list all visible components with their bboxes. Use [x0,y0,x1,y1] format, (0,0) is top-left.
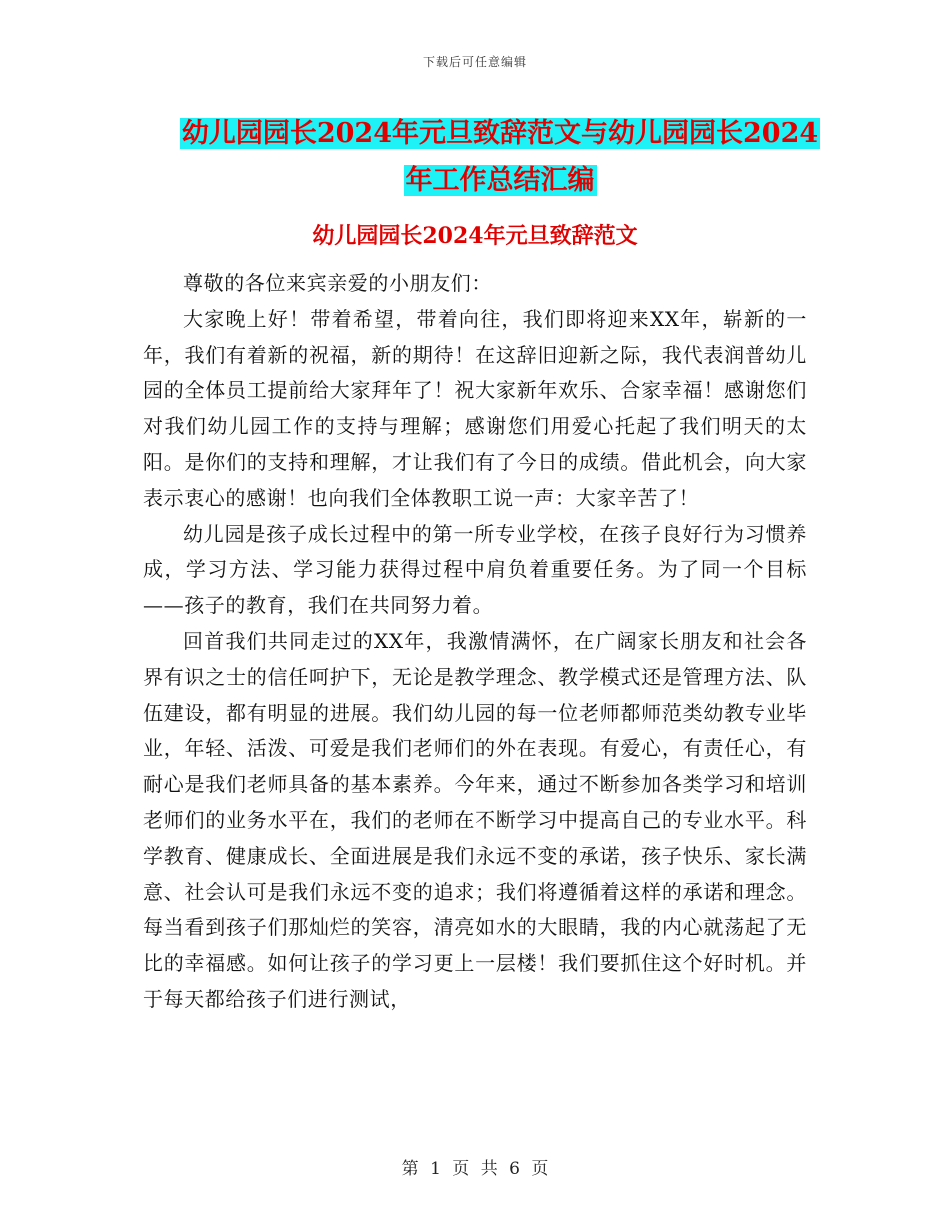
body-paragraph: 回首我们共同走过的XX年，我激情满怀，在广阔家长朋友和社会各界有识之士的信任呵护下，无论是教学理念、教学模式还是管理方法、队伍建设，都有明显的进展。我们幼儿园的每一位老师都师范类幼教专业毕业，年轻、活泼、可爱是我们老师们的外在表现。有爱心，有责任心，有耐心是我们老师具备的基本素养。今年来，通过不断参加各类学习和培训老师们的业务水平在，我们的老师在不断学习中提高自己的专业水平。科学教育、健康成长、全面进展是我们永远不变的承诺，孩子快乐、家长满意、社会认可是我们永远不变的追求；我们将遵循着这样的承诺和理念。每当看到孩子们那灿烂的笑容，清亮如水的大眼睛，我的内心就荡起了无比的幸福感。如何让孩子的学习更上一层楼！我们要抓住这个好时机。并于每天都给孩子们进行测试， [143,628,807,1011]
page-header-note: 下载后可任意编辑 [422,55,527,69]
document-title [160,110,840,204]
body-paragraph: 幼儿园是孩子成长过程中的第一所专业学校，在孩子良好行为习惯养成，学习方法、学习能力获得过程中肩负着重要任务。为了同一个目标——孩子的教育，我们在共同努力着。 [143,521,807,618]
document-title-line-1: 幼儿园园长2024年元旦致辞范文与幼儿园园长2024 [181,118,819,149]
document-title-line-2: 年工作总结汇编 [405,165,595,196]
page-number-footer: 第 1 页 共 6 页 [401,1159,549,1179]
document-body [143,266,807,1018]
section-title: 幼儿园园长2024年元旦致辞范文 [312,223,638,249]
body-paragraph: 大家晚上好！带着希望，带着向往，我们即将迎来XX年，崭新的一年，我们有着新的祝福，新的期待！在这辞旧迎新之际，我代表润普幼儿园的全体员工提前给大家拜年了！祝大家新年欢乐、合家幸福！感谢您们对我们幼儿园工作的支持与理解；感谢您们用爱心托起了我们明天的太阳。是你们的支持和理解，才让我们有了今日的成绩。借此机会，向大家表示衷心的感谢！也向我们全体教职工说一声：大家辛苦了！ [143,306,807,510]
salutation-paragraph: 尊敬的各位来宾亲爱的小朋友们： [183,271,492,295]
